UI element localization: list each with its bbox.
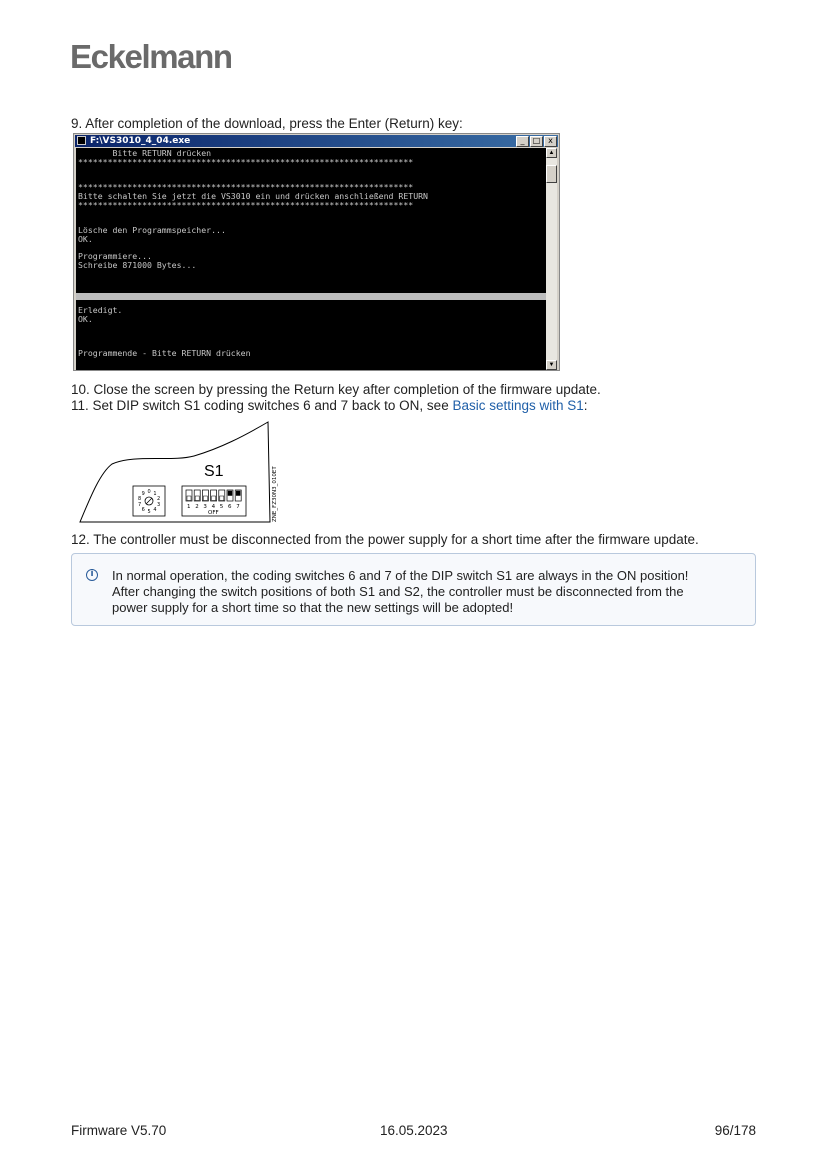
s1-label: S1 [204,463,224,480]
dip-switch-diagram [76,418,280,526]
console-line: ******************************************************************** [78,199,414,210]
rotary-digit: 4 [153,507,157,514]
scroll-up-icon[interactable]: ▲ [546,148,557,158]
close-button[interactable]: x [544,136,557,147]
dip-switch-knob-5 [220,496,224,501]
dip-switch-knob-4 [212,496,216,501]
console-line: Programmende - Bitte RETURN drücken [78,348,251,358]
basic-settings-link[interactable]: Basic settings with S1 [452,398,584,413]
step-12-text: 12. The controller must be disconnected from the power supply for a short time after the firmware update. [71,532,699,547]
dip-switch-number: 2 [195,504,199,510]
scroll-thumb[interactable] [546,165,557,183]
rotary-digit: 2 [157,495,161,502]
maximize-button[interactable]: □ [530,136,543,147]
dip-switch-number: 4 [211,504,216,510]
footer-page-number: 96/178 [714,1123,756,1138]
console-output [76,148,548,370]
step-10-text: 10. Close the screen by pressing the Return key after completion of the firmware update. [71,382,601,397]
dip-switch-knob-3 [203,496,207,501]
dip-switch-number: 6 [228,504,232,510]
board-outline [80,422,270,522]
scroll-down-icon[interactable]: ▼ [546,360,557,370]
info-line-3: power supply for a short time so that the new settings will be adopted! [112,600,514,615]
console-line: Lösche den Programmspeicher... [78,225,226,236]
console-line: OK. [78,234,93,244]
console-divider [76,293,548,300]
rotary-digit: 8 [138,495,142,502]
console-line: Programmiere... [78,251,152,262]
console-line: Bitte schalten Sie jetzt die VS3010 ein und drücken anschließend RETURN [78,191,428,201]
rotary-digit: 0 [147,489,151,495]
info-line-1: In normal operation, the coding switches 6 and 7 of the DIP switch S1 are always in the ON position! [112,568,689,583]
console-line: OK. [78,313,93,324]
dip-switch-knob-2 [195,496,199,501]
step-11-body: 11. Set DIP switch S1 coding switches 6 and 7 back to ON, see [71,398,453,413]
console-title: F:\VS3010_4_04.exe [90,136,191,146]
footer-firmware: Firmware V5.70 [71,1123,167,1138]
dip-switch-number: 5 [219,504,224,510]
rotary-digit: 6 [141,507,145,514]
company-logo: Eckelmann [70,38,232,75]
console-line: ******************************************************************** [78,182,414,193]
console-line: Bitte RETURN drücken [78,148,212,158]
off-label: OFF [208,510,219,516]
rotary-digit: 7 [138,502,142,509]
step-9-text: 9. After completion of the download, press the Enter (Return) key: [71,116,463,131]
rotary-digit: 5 [147,509,151,515]
console-line: Erledigt. [78,305,123,315]
console-line: Schreibe 871000 Bytes... [78,259,197,270]
info-box [71,553,756,626]
dip-switch-number: 3 [203,504,207,510]
rotary-digit: 3 [157,502,161,509]
step-11-colon: : [583,398,588,413]
console-scrollbar[interactable] [546,148,557,370]
minimize-button[interactable]: _ [516,136,529,147]
console-line: ******************************************************************** [78,156,414,167]
console-titlebar [75,135,558,147]
console-app-icon [77,136,86,145]
dip-switch-knob-7 [236,491,240,496]
diagram-side-code: ZNE_FZ30N3_010ET [272,466,278,522]
dip-switch-number: 1 [187,504,191,510]
step-11-text [71,398,588,413]
footer-date: 16.05.2023 [380,1123,448,1138]
info-line-2: After changing the switch positions of both S1 and S2, the controller must be disconnected from the [112,584,684,599]
dip-switch-number: 7 [236,504,240,510]
console-window [73,133,560,371]
rotary-digit: 9 [141,490,145,497]
dip-switch-knob-1 [187,496,191,501]
dip-switch-knob-6 [228,491,232,496]
info-icon: i [86,569,98,581]
rotary-digit: 1 [153,490,157,497]
